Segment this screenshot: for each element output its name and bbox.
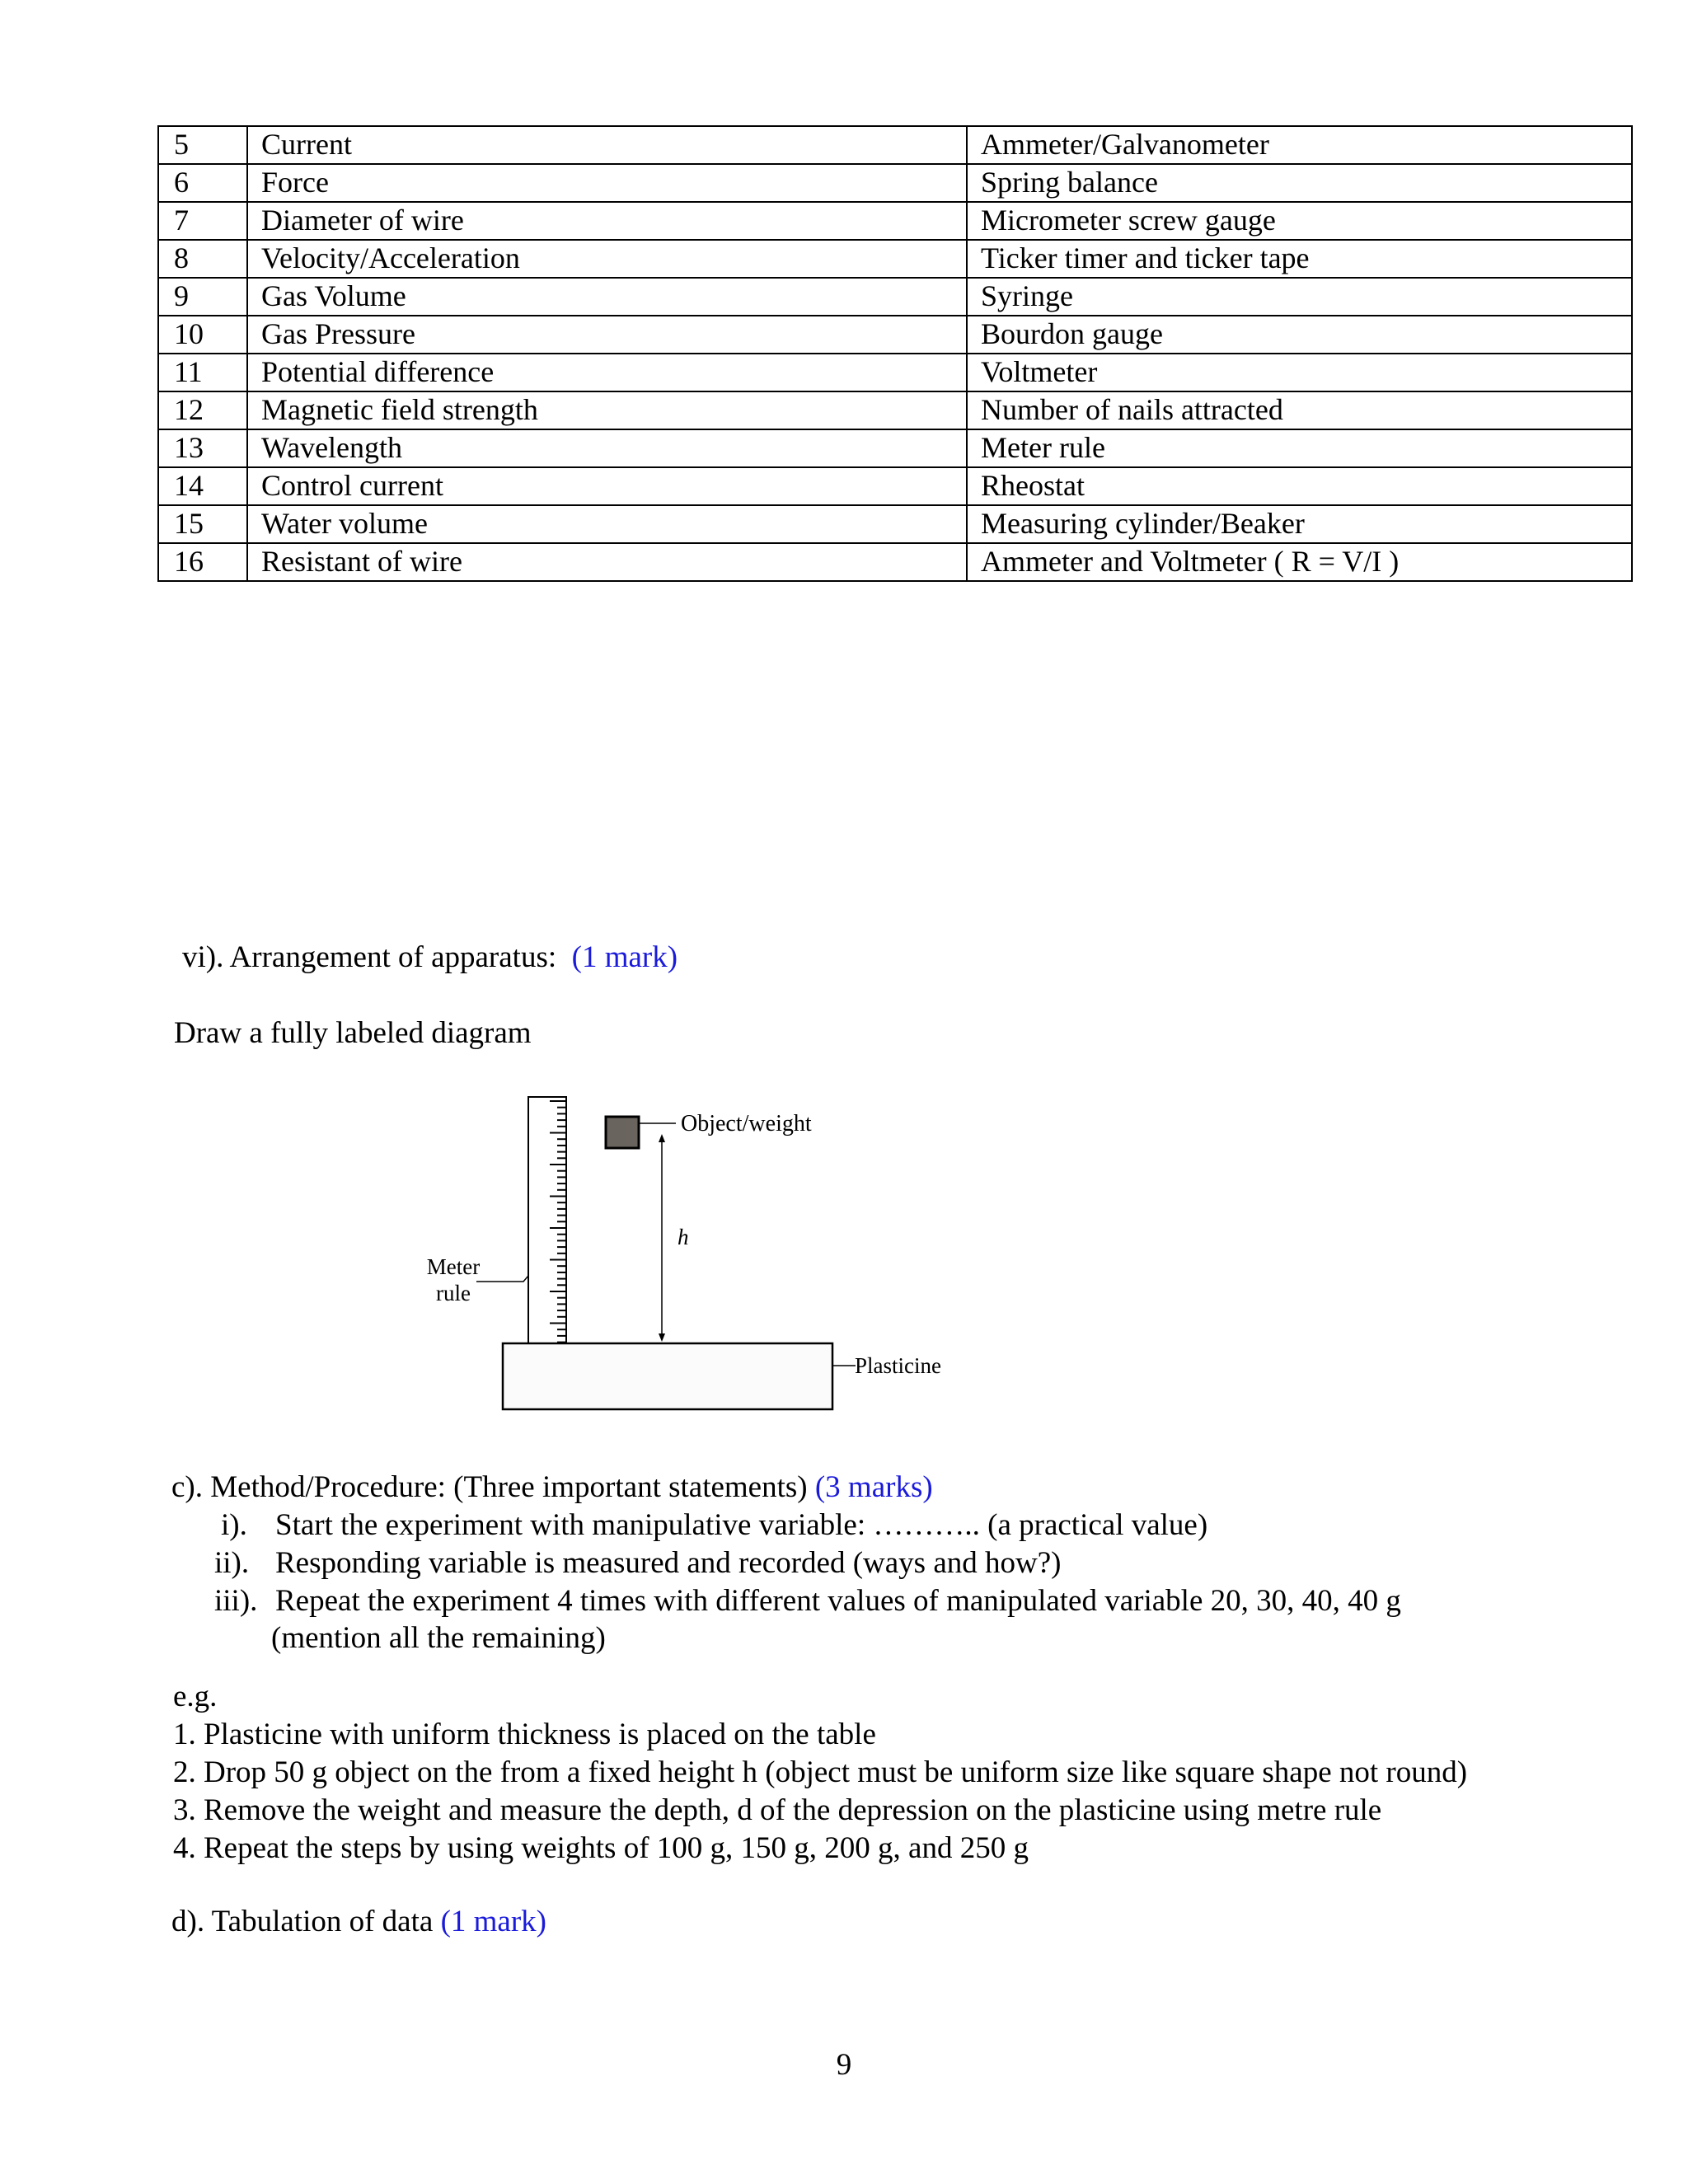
meter-rule [528, 1097, 566, 1345]
cell-instrument: Voltmeter [967, 354, 1632, 391]
cell-variable: Magnetic field strength [247, 391, 967, 429]
section-vi-title: vi). Arrangement of apparatus: [182, 940, 557, 974]
cell-variable: Gas Volume [247, 278, 967, 316]
example-label: e.g. [173, 1680, 218, 1713]
example-step-2: 2. Drop 50 g object on the from a fixed height h (object must be uniform size like square shape not round) [173, 1755, 1468, 1789]
plasticine-label: Plasticine [855, 1353, 941, 1378]
diagram-instruction: Draw a fully labeled diagram [174, 1016, 532, 1050]
cell-number: 8 [158, 240, 247, 278]
cell-variable: Force [247, 164, 967, 202]
cell-instrument: Ammeter and Voltmeter ( R = V/I ) [967, 543, 1632, 581]
section-d-marks: (1 mark) [440, 1905, 546, 1938]
table-row [158, 467, 1632, 505]
example-step-4: 4. Repeat the steps by using weights of 100 g, 150 g, 200 g, and 250 g [173, 1831, 1029, 1865]
step-1 [221, 1507, 247, 1543]
table-row [158, 354, 1632, 391]
table-body [158, 126, 1632, 581]
section-d-title: d). Tabulation of data [171, 1905, 434, 1938]
section-d-heading [171, 1904, 546, 1939]
table-row [158, 391, 1632, 429]
cell-number: 7 [158, 202, 247, 240]
cell-instrument: Meter rule [967, 429, 1632, 467]
page-number: 9 [836, 2048, 852, 2082]
section-c-heading [171, 1469, 933, 1505]
meter-rule-leader [476, 1276, 528, 1282]
step-2-number: ii). [214, 1546, 250, 1580]
object-weight-label: Object/weight [681, 1111, 812, 1137]
variables-instruments-table [157, 125, 1633, 582]
cell-instrument: Micrometer screw gauge [967, 202, 1632, 240]
cell-variable: Current [247, 126, 967, 164]
section-c-marks: (3 marks) [814, 1470, 933, 1504]
height-arrow [659, 1134, 665, 1342]
step-1-number: i). [221, 1508, 247, 1542]
example-step-3: 3. Remove the weight and measure the depth, d of the depression on the plasticine using metre rule [173, 1793, 1382, 1827]
table-row [158, 240, 1632, 278]
cell-variable: Resistant of wire [247, 543, 967, 581]
table-row [158, 316, 1632, 354]
cell-variable: Gas Pressure [247, 316, 967, 354]
cell-instrument: Number of nails attracted [967, 391, 1632, 429]
cell-number: 10 [158, 316, 247, 354]
section-vi-marks: (1 mark) [571, 940, 678, 974]
step-3-text: Repeat the experiment 4 times with different values of manipulated variable 20, 30, 40, 40 g [275, 1584, 1401, 1618]
table-row [158, 543, 1632, 581]
cell-variable: Wavelength [247, 429, 967, 467]
example-step-1: 1. Plasticine with uniform thickness is placed on the table [173, 1718, 876, 1751]
meter-rule-label-line1: Meter [426, 1254, 481, 1279]
cell-number: 11 [158, 354, 247, 391]
cell-number: 12 [158, 391, 247, 429]
step-1-text: Start the experiment with manipulative variable: ……….. (a practical value) [275, 1508, 1208, 1542]
cell-number: 13 [158, 429, 247, 467]
cell-number: 6 [158, 164, 247, 202]
table-row [158, 126, 1632, 164]
cell-instrument: Spring balance [967, 164, 1632, 202]
table-row [158, 505, 1632, 543]
step-2-text: Responding variable is measured and recorded (ways and how?) [275, 1546, 1062, 1580]
cell-instrument: Ammeter/Galvanometer [967, 126, 1632, 164]
step-3 [214, 1583, 257, 1619]
cell-number: 14 [158, 467, 247, 505]
cell-variable: Water volume [247, 505, 967, 543]
step-3-continuation: (mention all the remaining) [271, 1621, 606, 1655]
cell-variable: Diameter of wire [247, 202, 967, 240]
cell-number: 15 [158, 505, 247, 543]
table-row [158, 202, 1632, 240]
table-row [158, 164, 1632, 202]
section-vi-heading [182, 940, 678, 975]
step-2 [214, 1545, 249, 1581]
cell-instrument: Ticker timer and ticker tape [967, 240, 1632, 278]
cell-instrument: Rheostat [967, 467, 1632, 505]
meter-rule-label-line2: rule [436, 1281, 471, 1305]
cell-instrument: Measuring cylinder/Beaker [967, 505, 1632, 543]
cell-variable: Velocity/Acceleration [247, 240, 967, 278]
cell-instrument: Bourdon gauge [967, 316, 1632, 354]
cell-variable: Control current [247, 467, 967, 505]
section-c-title: c). Method/Procedure: (Three important statements) [171, 1470, 808, 1504]
cell-number: 5 [158, 126, 247, 164]
cell-instrument: Syringe [967, 278, 1632, 316]
table-row [158, 278, 1632, 316]
step-3-number: iii). [214, 1584, 258, 1618]
plasticine-block [503, 1343, 832, 1409]
cell-variable: Potential difference [247, 354, 967, 391]
cell-number: 16 [158, 543, 247, 581]
height-label: h [678, 1225, 689, 1249]
object-weight [606, 1117, 639, 1148]
table-row [158, 429, 1632, 467]
apparatus-diagram [387, 1088, 1014, 1434]
cell-number: 9 [158, 278, 247, 316]
